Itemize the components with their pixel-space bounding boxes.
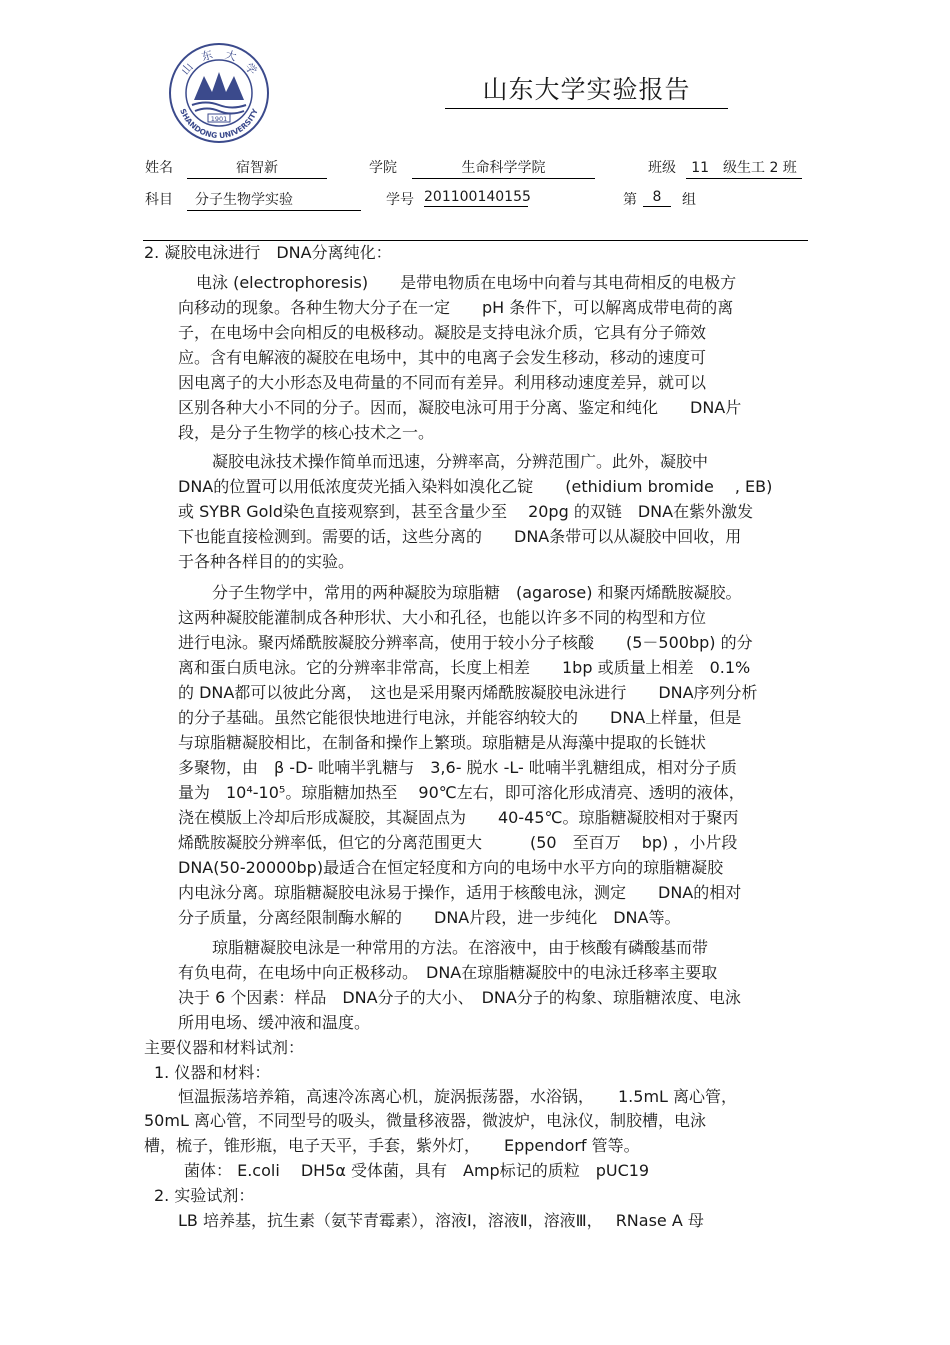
- text-line: 烯酰胺凝胶分辨率低，但它的分离范围更大 (50 至百万 bp) ，小片段: [178, 833, 738, 852]
- class-label: 班级: [648, 160, 676, 176]
- university-seal-logo: [168, 42, 270, 144]
- text-line: 菌体： E.coli DH5α 受体菌，具有 Amp标记的质粒 pUC19: [184, 1161, 650, 1180]
- text-line: 进行电泳。聚丙烯酰胺凝胶分辨率高，使用于较小分子核酸 (5－500bp) 的分: [178, 633, 753, 652]
- name-value: 宿智新: [187, 157, 327, 179]
- student-id-value: 201100140155: [424, 189, 531, 205]
- section-heading: 主要仪器和材料试剂：: [144, 1038, 305, 1057]
- text-line: 50mL 离心管，不同型号的吸头，微量移液器，微波炉，电泳仪，制胶槽，电泳: [144, 1111, 706, 1130]
- text-line: 槽，梳子，锥形瓶，电子天平，手套，紫外灯， Eppendorf 管等。: [144, 1136, 640, 1155]
- text-line: 段，是分子生物学的核心技术之一。: [178, 423, 435, 442]
- text-line: 应。含有电解液的凝胶在电场中，其中的电离子会发生移动，移动的速度可: [178, 348, 707, 367]
- text-line: 恒温振荡培养箱，高速冷冻离心机，旋涡振荡器，水浴锅， 1.5mL 离心管，: [178, 1087, 738, 1106]
- group-suffix: 组: [682, 192, 696, 208]
- text-line: 因电离子的大小形态及电荷量的不同而有差异。利用移动速度差异，就可以: [178, 373, 707, 392]
- header-divider: [143, 240, 808, 241]
- text-line: 浇在模版上冷却后形成凝胶，其凝固点为 40-45℃。琼脂糖凝胶相对于聚丙: [178, 808, 739, 827]
- class-value: 11 级生工 2 班: [686, 157, 802, 179]
- college-label: 学院: [369, 160, 397, 176]
- svg-text:SHANDONG UNIVERSITY: SHANDONG UNIVERSITY: [178, 107, 260, 141]
- text-line: 于各种各样目的的实验。: [178, 552, 355, 571]
- group-value: 8: [643, 189, 671, 207]
- text-line: 分子生物学中，常用的两种凝胶为琼脂糖 (agarose) 和聚丙烯酰胺凝胶。: [212, 583, 742, 602]
- text-line: 电泳 (electrophoresis) 是带电物质在电场中向着与其电荷相反的电极方: [196, 273, 737, 292]
- report-title: 山东大学实验报告: [445, 70, 728, 109]
- text-line: 凝胶电泳技术操作简单而迅速，分辨率高，分辨范围广。此外，凝胶中: [212, 452, 709, 471]
- text-line: 琼脂糖凝胶电泳是一种常用的方法。在溶液中，由于核酸有磷酸基而带: [212, 938, 709, 957]
- svg-text:1901: 1901: [210, 115, 228, 123]
- text-line: DNA的位置可以用低浓度荧光插入染料如溴化乙锭 (ethidium bromide , EB): [178, 477, 773, 496]
- text-line: 决于 6 个因素：样品 DNA分子的大小、 DNA分子的构象、琼脂糖浓度、电泳: [178, 988, 741, 1007]
- text-line: 的 DNA都可以彼此分离， 这也是采用聚丙烯酰胺凝胶电泳进行 DNA序列分析: [178, 683, 758, 702]
- text-line: 向移动的现象。各种生物大分子在一定 pH 条件下，可以解离成带电荷的离: [178, 298, 734, 317]
- svg-text:山 东 大 学: 山 东 大 学: [178, 47, 260, 78]
- text-line: 下也能直接检测到。需要的话，这些分离的 DNA条带可以从凝胶中回收，用: [178, 527, 742, 546]
- name-label: 姓名: [145, 160, 173, 176]
- text-line: 分子质量，分离经限制酶水解的 DNA片段，进一步纯化 DNA等。: [178, 908, 681, 927]
- text-line: 与琼脂糖凝胶相比，在制备和操作上繁琐。琼脂糖是从海藻中提取的长链状: [178, 733, 707, 752]
- text-line: 多聚物，由 β -D- 吡喃半乳糖与 3,6- 脱水 -L- 吡喃半乳糖组成，相对分子质: [178, 758, 737, 777]
- group-prefix: 第: [623, 192, 637, 208]
- section-heading: 2. 凝胶电泳进行 DNA分离纯化：: [144, 243, 392, 262]
- subject-label: 科目: [145, 192, 173, 208]
- text-line: 离和蛋白质电泳。它的分辨率非常高，长度上相差 1bp 或质量上相差 0.1%: [178, 658, 751, 677]
- text-line: 这两种凝胶能灌制成各种形状、大小和孔径，也能以许多不同的构型和方位: [178, 608, 707, 627]
- text-line: 有负电荷，在电场中向正极移动。 DNA在琼脂糖凝胶中的电泳迁移率主要取: [178, 963, 718, 982]
- text-line: 的分子基础。虽然它能很快地进行电泳，并能容纳较大的 DNA上样量，但是: [178, 708, 742, 727]
- text-line: 量为 10⁴-10⁵。琼脂糖加热至 90℃左右，即可溶化形成清亮、透明的液体，: [178, 783, 745, 802]
- subject-value: 分子生物学实验: [187, 189, 361, 211]
- student-id-label: 学号: [386, 192, 414, 208]
- text-line: LB 培养基，抗生素（氨苄青霉素），溶液Ⅰ，溶液Ⅱ，溶液Ⅲ， RNase A 母: [178, 1211, 704, 1230]
- subsection-heading: 1. 仪器和材料：: [154, 1063, 271, 1082]
- text-line: 所用电场、缓冲液和温度。: [178, 1013, 371, 1032]
- text-line: 内电泳分离。琼脂糖凝胶电泳易于操作，适用于核酸电泳，测定 DNA的相对: [178, 883, 742, 902]
- text-line: 或 SYBR Gold染色直接观察到，甚至含量少至 20pg 的双链 DNA在紫外激发: [178, 502, 754, 521]
- college-value: 生命科学学院: [412, 157, 595, 179]
- text-line: 区别各种大小不同的分子。因而，凝胶电泳可用于分离、鉴定和纯化 DNA片: [178, 398, 742, 417]
- subsection-heading: 2. 实验试剂：: [154, 1186, 255, 1205]
- text-line: 子，在电场中会向相反的电极移动。凝胶是支持电泳介质，它具有分子筛效: [178, 323, 707, 342]
- text-line: DNA(50-20000bp)最适合在恒定轻度和方向的电场中水平方向的琼脂糖凝胶: [178, 858, 724, 877]
